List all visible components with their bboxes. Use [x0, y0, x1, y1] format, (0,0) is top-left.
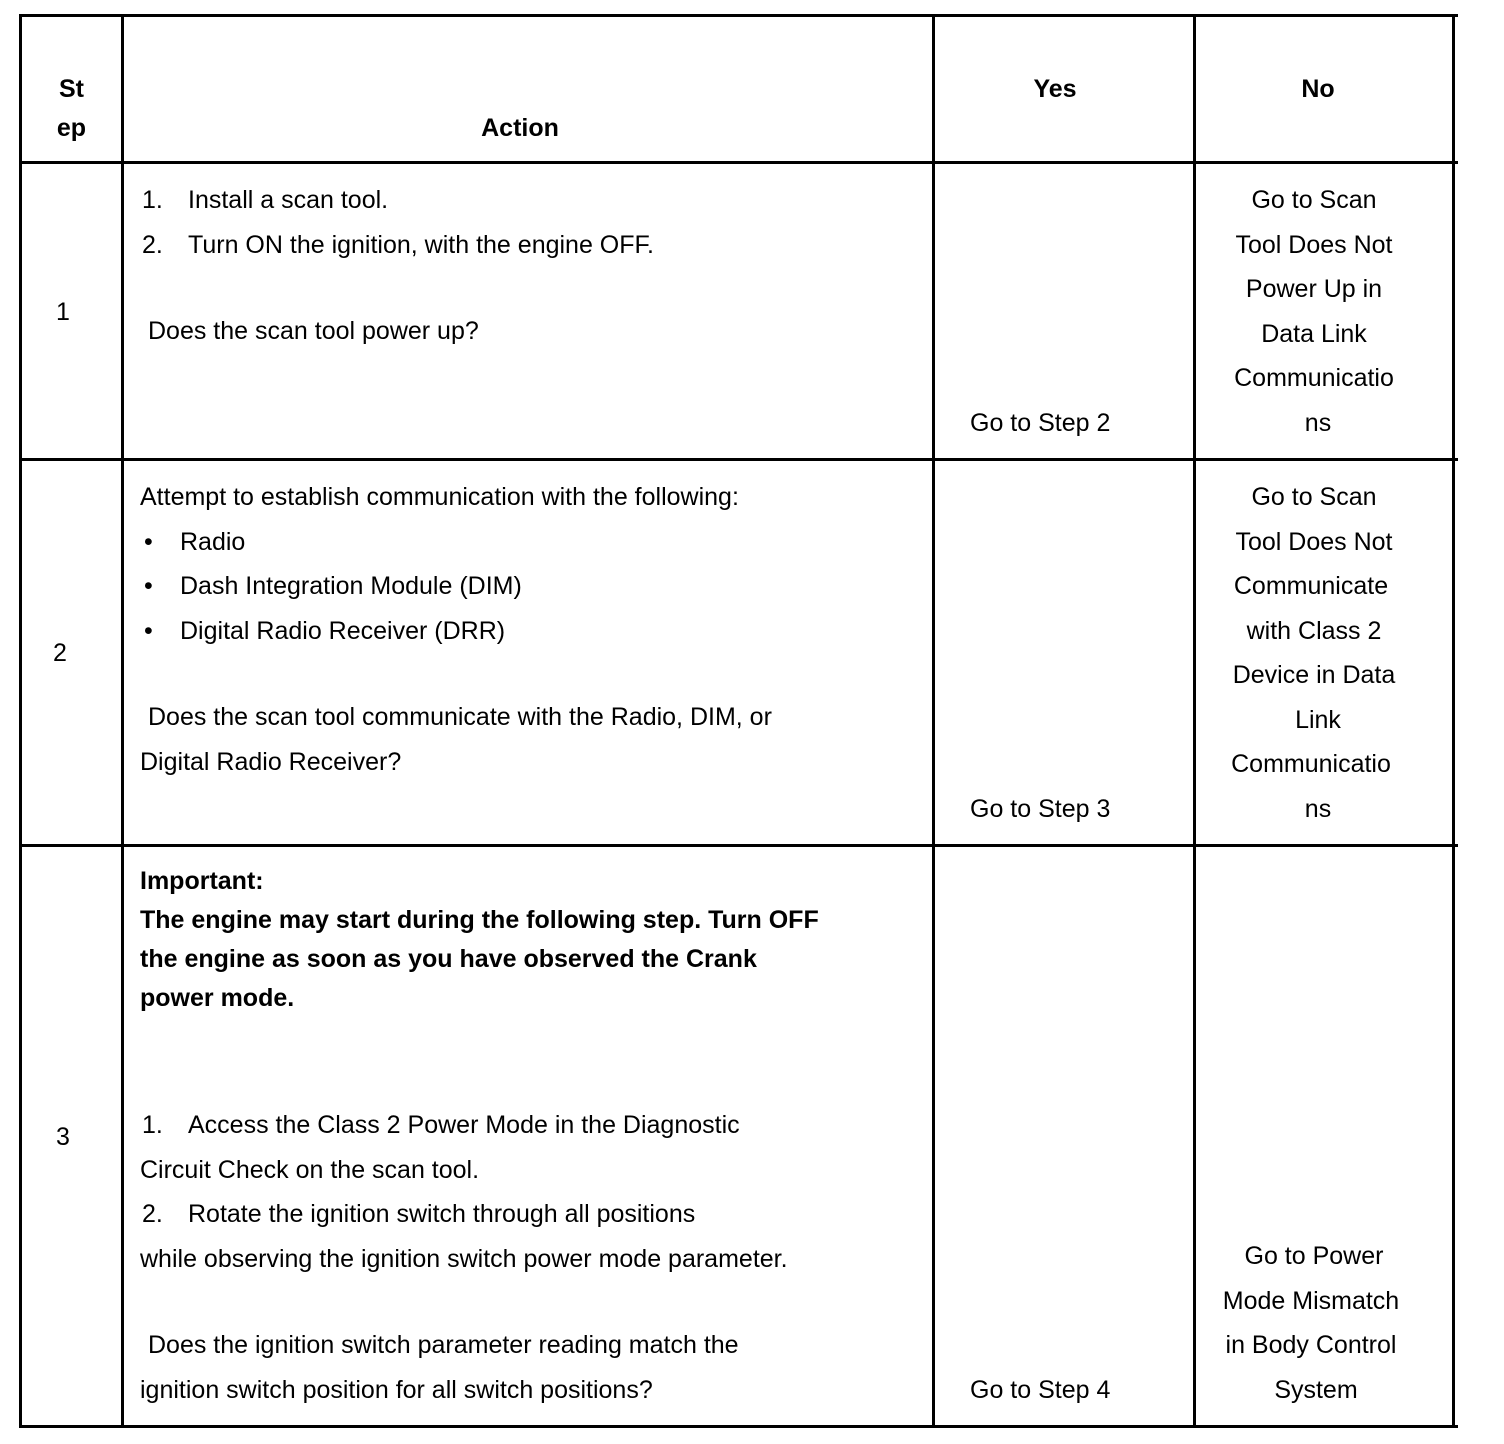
no-result-line: Link	[1295, 706, 1341, 734]
no-result-line: Tool Does Not	[1235, 528, 1393, 556]
important-label: Important:	[140, 867, 264, 895]
table-row	[0, 164, 1504, 458]
list-number: 1.	[142, 186, 163, 214]
action-item: Install a scan tool.	[188, 186, 389, 214]
no-result-line: Data Link	[1261, 320, 1367, 348]
yes-result: Go to Step 4	[970, 1376, 1111, 1404]
step-number: 1	[56, 298, 70, 326]
no-result-line: Communicatio	[1231, 750, 1391, 778]
bullet: •	[144, 572, 153, 600]
yes-result: Go to Step 2	[970, 409, 1111, 437]
bullet: •	[144, 528, 153, 556]
action-item: while observing the ignition switch power mode parameter.	[140, 1245, 788, 1273]
action-item: Dash Integration Module (DIM)	[180, 572, 522, 600]
action-item: Access the Class 2 Power Mode in the Diagnostic	[188, 1111, 740, 1139]
important-text: power mode.	[140, 984, 295, 1012]
no-result-line: ns	[1304, 409, 1332, 437]
header-step-line2: ep	[56, 114, 87, 142]
action-question: Does the scan tool communicate with the Radio, DIM, or	[148, 703, 772, 731]
table-border-bottom	[19, 1425, 1458, 1428]
action-question: Does the ignition switch parameter reading match the	[148, 1331, 739, 1359]
no-result-line: with Class 2	[1246, 617, 1382, 645]
header-action: Action	[481, 114, 559, 142]
no-result-line: Tool Does Not	[1235, 231, 1393, 259]
no-result-line: Communicate	[1233, 572, 1389, 600]
header-row	[0, 0, 1504, 161]
action-item: Radio	[180, 528, 246, 556]
no-result-line: Go to Power	[1244, 1242, 1384, 1270]
no-result-line: ns	[1304, 795, 1332, 823]
action-question: Digital Radio Receiver?	[140, 748, 402, 776]
table-row	[0, 847, 1504, 1425]
no-result-line: Power Up in	[1245, 275, 1383, 303]
no-result-line: System	[1274, 1376, 1358, 1404]
list-number: 2.	[142, 1200, 163, 1228]
no-result-line: Go to Scan	[1251, 483, 1377, 511]
step-number: 3	[56, 1123, 70, 1151]
list-number: 1.	[142, 1111, 163, 1139]
important-text: the engine as soon as you have observed the Crank	[140, 945, 757, 973]
action-item: Circuit Check on the scan tool.	[140, 1156, 480, 1184]
header-step-line1: St	[59, 75, 84, 103]
action-item: Digital Radio Receiver (DRR)	[180, 617, 506, 645]
yes-result: Go to Step 3	[970, 795, 1111, 823]
table-row	[0, 461, 1504, 844]
action-item: Turn ON the ignition, with the engine OFF.	[188, 231, 654, 259]
action-question: Does the scan tool power up?	[148, 317, 479, 345]
no-result-line: Mode Mismatch	[1222, 1287, 1400, 1315]
action-item: Rotate the ignition switch through all positions	[188, 1200, 696, 1228]
important-text: The engine may start during the following step. Turn OFF	[140, 906, 819, 934]
header-yes: Yes	[1033, 75, 1077, 103]
no-result-line: Go to Scan	[1251, 186, 1377, 214]
action-intro: Attempt to establish communication with the following:	[140, 483, 739, 511]
step-number: 2	[53, 639, 67, 667]
no-result-line: Device in Data	[1232, 661, 1396, 689]
action-question: ignition switch position for all switch positions?	[140, 1376, 653, 1404]
header-no: No	[1301, 75, 1335, 103]
bullet: •	[144, 617, 153, 645]
no-result-line: Communicatio	[1234, 364, 1394, 392]
list-number: 2.	[142, 231, 163, 259]
no-result-line: in Body Control	[1225, 1331, 1397, 1359]
